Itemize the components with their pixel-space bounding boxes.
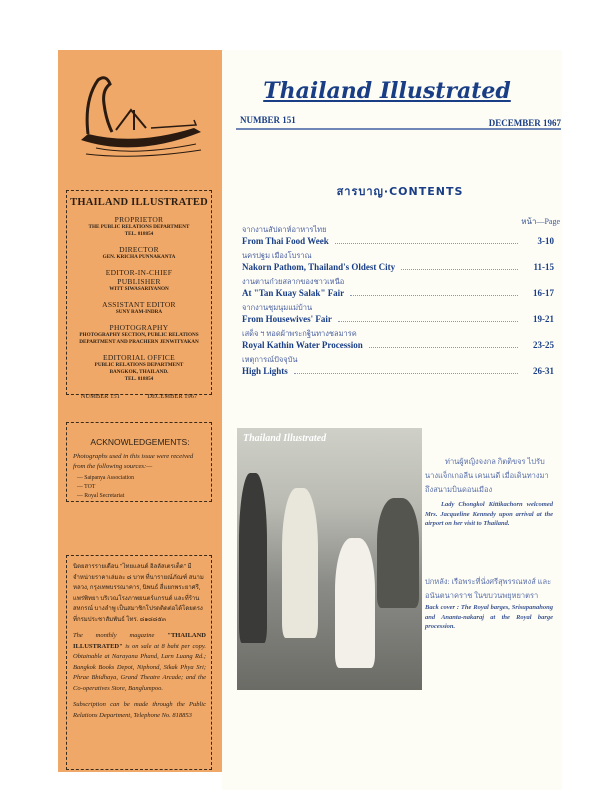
subscription-intro: The monthly magazine xyxy=(73,632,168,639)
leader-dots xyxy=(335,237,518,244)
table-of-contents xyxy=(242,224,554,380)
caption-thai: ท่านผู้หญิงจงกล กิตติขจร ไปรับนางแจ็กเกอลีน เคนเนดี เมื่อเดินทางมาถึงสนามบินดอนเมือง xyxy=(425,457,549,494)
section-heading: ASSISTANT EDITOR xyxy=(102,300,176,309)
magazine-name: "THAILAND ILLUSTRATED" xyxy=(73,632,206,650)
staff-box xyxy=(66,190,212,400)
figure-man-dark-suit xyxy=(239,473,267,643)
leader-dots xyxy=(401,263,518,270)
toc-entry[interactable] xyxy=(242,328,554,350)
caption-english: Back cover : The Royal barges, Srisupanahong and Ananta-nakaraj at the Royal barge procession. xyxy=(425,604,553,630)
section-line: TEL. 818854 xyxy=(124,376,154,382)
subscription-thai: นิตยสารรายเดือน "ไทยแลนด์ อิลลัสเตรเต็ด" มีจำหน่ายราคาเล่มละ ๘ บาท ที่นารายณ์ภัณฑ์ สนามหลวง, กรุงเทพบรรณาคาร, นิพนธ์ สี่แยกพระยาศรี, แพร่พิทยา บริเวณโรงภาพยนตร์แกรนด์ และที่ร้านสหกรณ์ บางลำพู เป็นสมาชิกโปรดติดต่อได้โดยตรงที่กรมประชาสัมพันธ์ โทร. ๘๑๘๘๕๓ xyxy=(73,564,204,623)
section-line: PHOTOGRAPHY SECTION, PUBLIC RELATIONS xyxy=(79,332,199,338)
toc-entry[interactable] xyxy=(242,276,554,298)
issue-number: NUMBER 151 xyxy=(240,115,296,125)
figure-woman-white-coat xyxy=(282,488,318,638)
section-heading: EDITOR-IN-CHIEF xyxy=(105,268,173,277)
leader-dots xyxy=(294,367,518,374)
issue-date: DECEMBER 1967 xyxy=(147,393,198,400)
toc-pages: 3-10 xyxy=(537,236,554,246)
toc-entry[interactable] xyxy=(242,354,554,376)
section-heading: DIRECTOR xyxy=(119,245,159,254)
section-line: THE PUBLIC RELATIONS DEPARTMENT xyxy=(88,224,190,230)
section-line: BANGKOK, THAILAND. xyxy=(109,369,169,375)
acknowledgements-text: Photographs used in this issue were received from the following sources:— xyxy=(73,453,194,470)
toc-entry[interactable] xyxy=(242,250,554,272)
leader-dots xyxy=(369,341,518,348)
masthead-logo: Thailand Illustrated xyxy=(263,78,511,104)
toc-pages: 16-17 xyxy=(533,288,554,298)
toc-title: From Housewives' Fair xyxy=(242,314,332,324)
toc-title: Royal Kathin Water Procession xyxy=(242,340,363,350)
toc-pages: 23-25 xyxy=(533,340,554,350)
subscription-english xyxy=(73,631,206,694)
toc-title: Nakorn Pathom, Thailand's Oldest City xyxy=(242,262,396,272)
staff-box-title: THAILAND ILLUSTRATED xyxy=(70,197,208,208)
section-line: DEPARTMENT AND PRACHERN JENWITYAKAN xyxy=(79,339,199,345)
section-heading: PROPRIETOR xyxy=(114,215,164,224)
toc-thai-title: เหตุการณ์ปัจจุบัน xyxy=(242,355,298,364)
subscription-body: is on sale at 8 baht per copy. Obtainable at Narayana Phand, Larn Luang Rd.; Bangkok Books Depot, Niphond, Sikak Phya Sri; Phrae Bhidhaya, Grand Theatre Arcade; and the Co-operatives Store, Banglumpoo. xyxy=(73,642,206,692)
toc-title: At "Tan Kuay Salak" Fair xyxy=(242,288,345,298)
acknowledgements-box xyxy=(66,422,212,502)
toc-pages: 19-21 xyxy=(533,314,554,324)
toc-title: From Thai Food Week xyxy=(242,236,329,246)
section-line: WITT SIWASARIYANON xyxy=(109,286,169,292)
caption-english: Lady Chongkol Kittikachorn welcomed Mrs. Jacqueline Kennedy upon arrival at the airport on her visit to Thailand. xyxy=(425,501,553,527)
subscription-box xyxy=(66,555,212,770)
kennedy-arrival-photo xyxy=(237,428,422,690)
toc-thai-title: จากงานชุมนุมแม่บ้าน xyxy=(242,303,313,312)
toc-pages: 26-31 xyxy=(533,366,554,376)
section-line: GEN. KRICHA PUNNAKANTA xyxy=(102,254,176,260)
toc-thai-title: จากงานสัปดาห์อาหารไทย xyxy=(242,225,327,234)
section-line: TEL. 818854 xyxy=(124,231,154,237)
issue-number: NUMBER 151 xyxy=(80,393,120,400)
sidebar-panel xyxy=(58,50,222,772)
figure-background-crowd xyxy=(377,498,419,608)
leader-dots xyxy=(338,315,518,322)
subscription-contact: Subscription can be made through the Public Relations Department, Telephone No. 818853 xyxy=(73,701,206,719)
toc-thai-title: งานตานก๋วยสลากของชาวเหนือ xyxy=(242,277,345,286)
source-item: — TOT xyxy=(77,484,96,490)
toc-thai-title: นครปฐม เมืองโบราณ xyxy=(242,251,312,260)
figure-woman-white-dress xyxy=(335,538,375,668)
toc-thai-title: เสด็จ ฯ ทอดผ้าพระกฐินทางชลมารค xyxy=(242,329,357,338)
photo-caption xyxy=(425,455,553,529)
toc-title: High Lights xyxy=(242,366,288,376)
source-item: — Royal Secretariat xyxy=(77,493,125,499)
page-column-label: หน้า—Page xyxy=(521,217,560,226)
royal-barge-illustration xyxy=(76,70,206,160)
toc-entry[interactable] xyxy=(242,302,554,324)
acknowledgements-heading: ACKNOWLEDGEMENTS: xyxy=(90,437,190,447)
section-heading: PHOTOGRAPHY xyxy=(109,323,169,332)
section-line: SUNY RAM-INDRA xyxy=(115,309,163,315)
section-heading: EDITORIAL OFFICE xyxy=(102,353,176,362)
section-line: PUBLIC RELATIONS DEPARTMENT xyxy=(94,362,184,368)
back-cover-caption xyxy=(425,575,553,632)
source-item: — Saipanya Association xyxy=(77,475,134,481)
caption-thai: ปกหลัง: เรือพระที่นั่งศรีสุพรรณหงส์ และ อนันตนาคราช ในขบวนพยุหยาตรา xyxy=(425,577,552,600)
section-heading: PUBLISHER xyxy=(117,277,161,286)
contents-title: สารบาญ·CONTENTS xyxy=(336,185,464,198)
toc-entry[interactable] xyxy=(242,224,554,246)
issue-date: DECEMBER 1967 xyxy=(488,118,561,128)
staff-box-footer xyxy=(67,393,211,400)
toc-pages: 11-15 xyxy=(533,262,554,272)
photo-logo-overlay: Thailand Illustrated xyxy=(243,433,327,444)
masthead-rule xyxy=(236,128,561,130)
leader-dots xyxy=(350,289,518,296)
